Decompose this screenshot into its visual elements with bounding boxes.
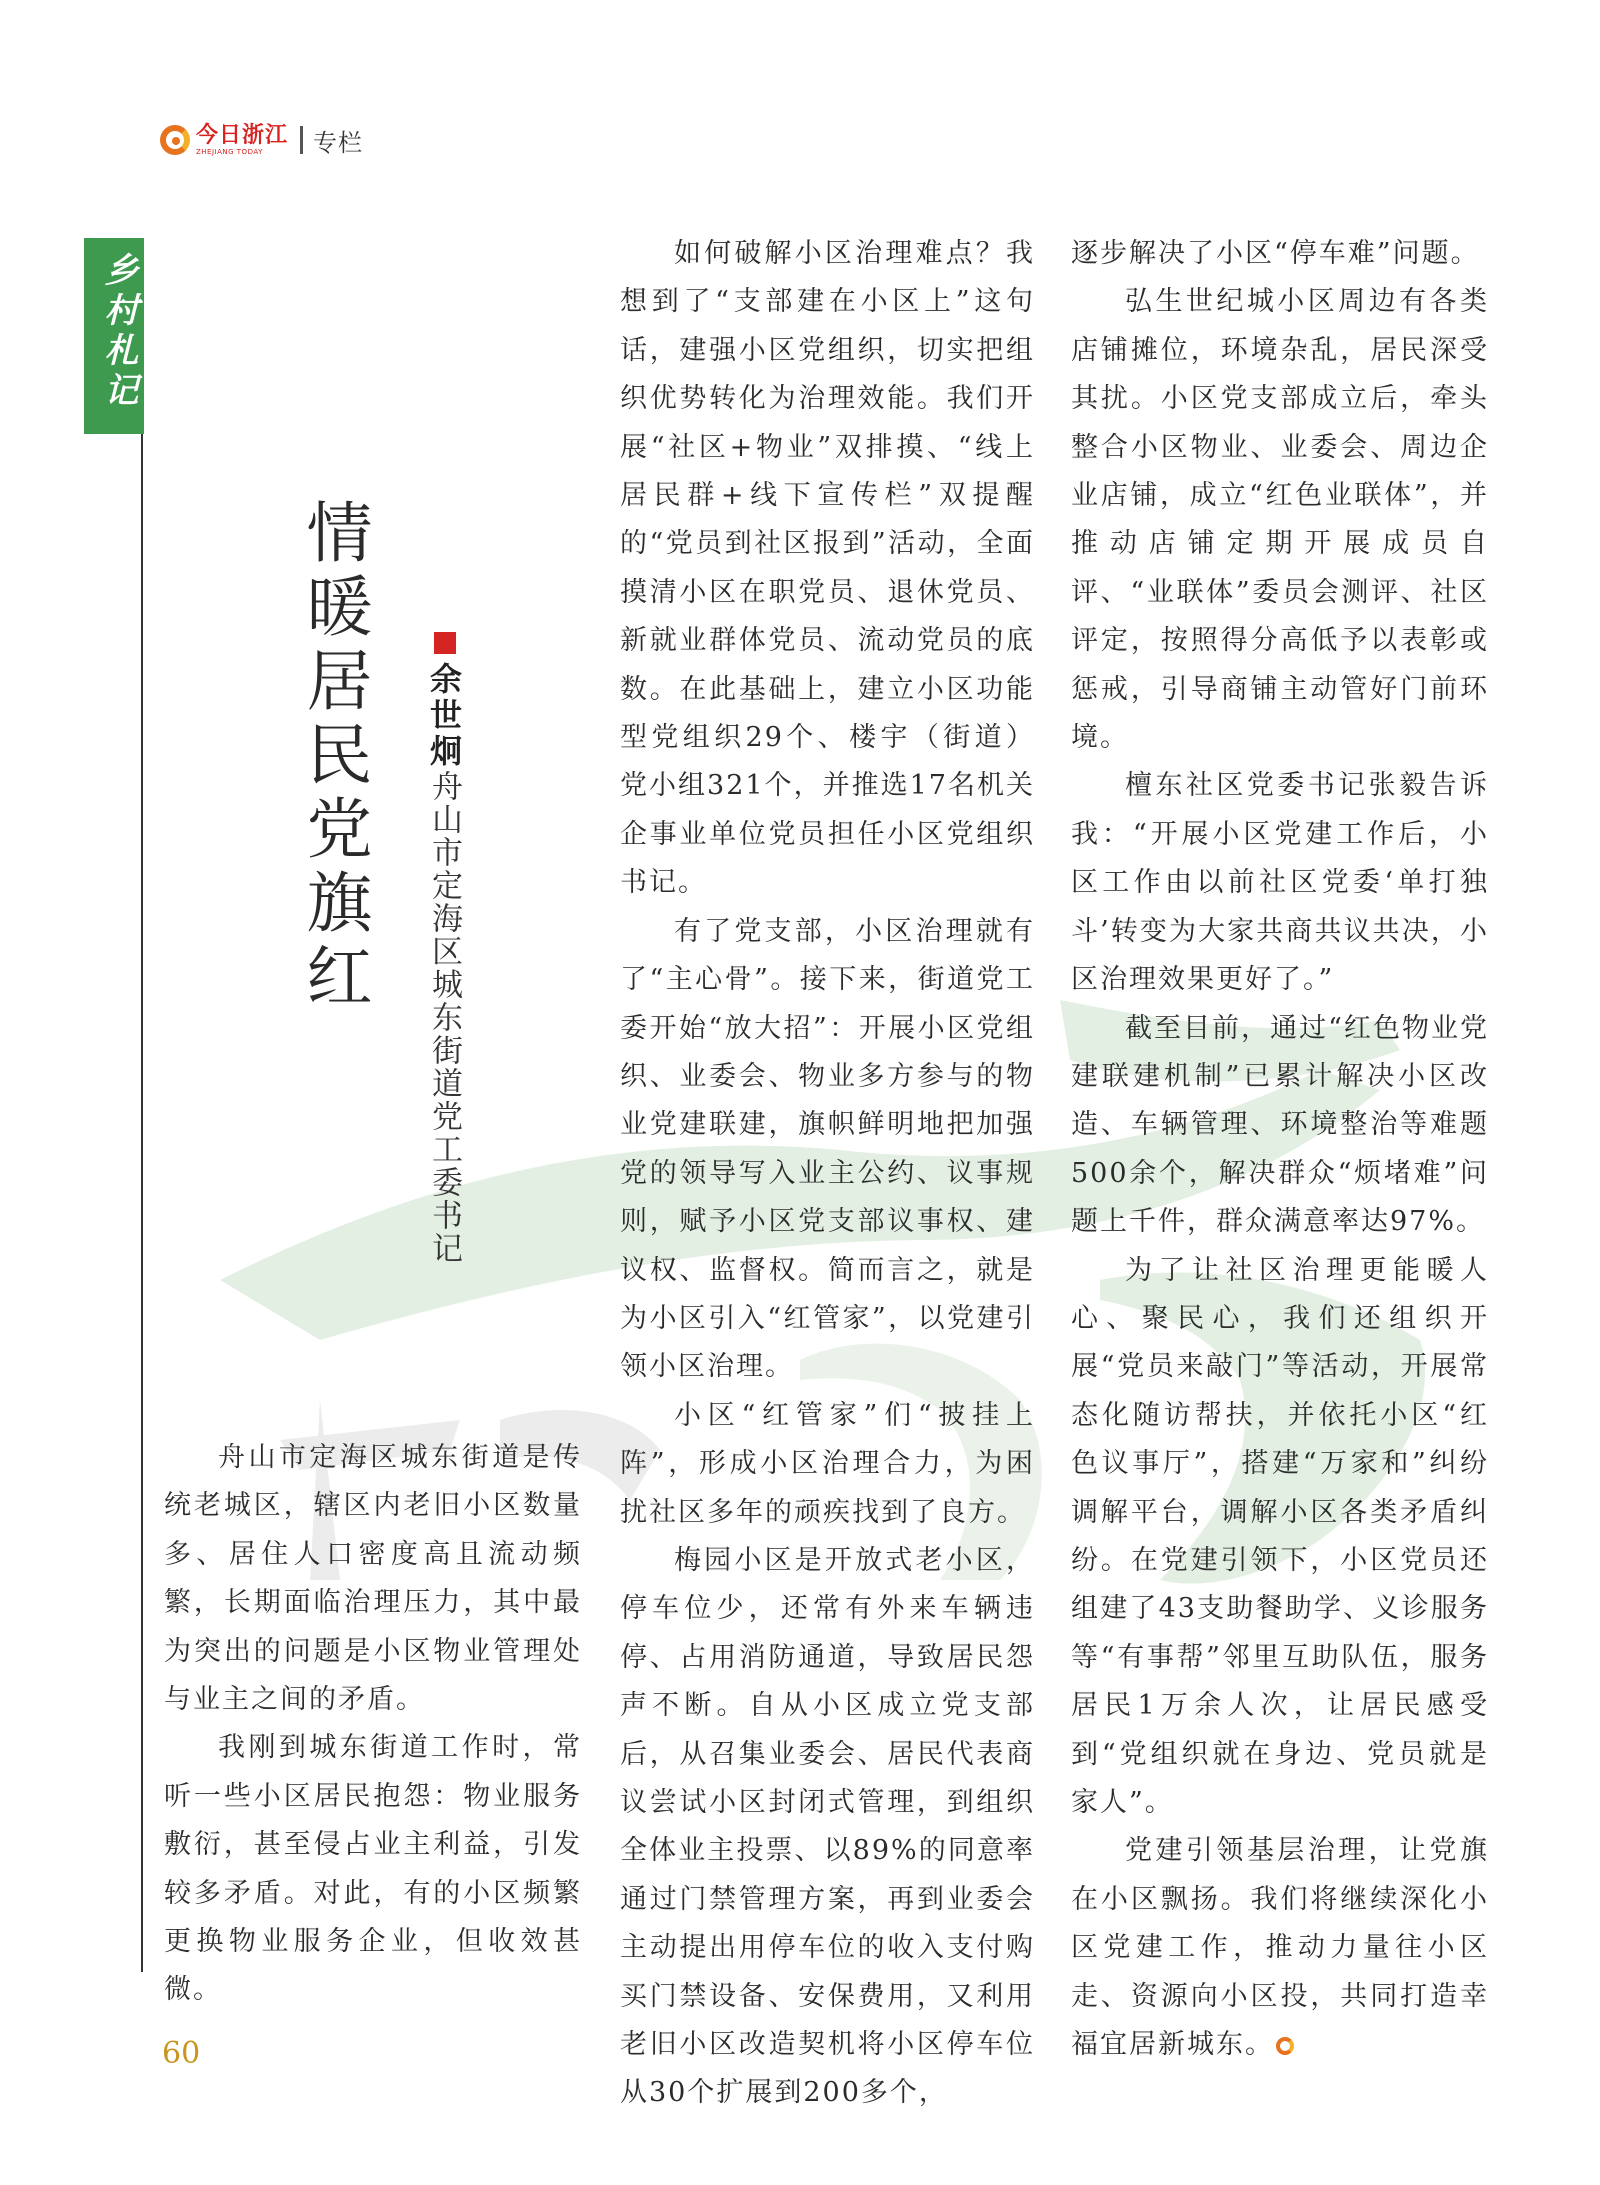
logo-english-text: ZHEJIANG TODAY	[196, 147, 263, 156]
logo-chinese-text: 今日浙江	[196, 122, 289, 148]
magazine-header	[160, 118, 363, 162]
paragraph: 逐步解决了小区“停车难”问题。	[1071, 238, 1480, 269]
text-column-right	[1071, 230, 1489, 2069]
left-vertical-rule	[141, 430, 143, 1972]
paragraph: 弘生世纪城小区周边有各类店铺摊位，环境杂乱，居民深受其扰。小区党支部成立后，牵头整合小区物业、业委会、周边企业店铺，成立“红色业联体”，并推动店铺定期开展成员自评、“业联体”委员会测评、社区评定，按照得分高低予以表彰或惩戒，引导商铺主动管好门前环境。	[1071, 286, 1489, 754]
author-name: 余世炯	[425, 662, 463, 770]
paragraph: 我刚到城东街道工作时，常听一些小区居民抱怨：物业服务敷衍，甚至侵占业主利益，引发较多矛盾。对此，有的小区频繁更换物业服务企业，但收效甚微。	[164, 1732, 582, 2006]
paragraph-text: 党建引领基层治理，让党旗在小区飘扬。我们将继续深化小区党建工作，推动力量往小区走、资源向小区投，共同打造幸福宜居新城东。	[1071, 1835, 1489, 2061]
section-tab-label: 乡村札记	[98, 252, 138, 412]
paragraph: 为了让社区治理更能暖人心、聚民心，我们还组织开展“党员来敲门”等活动，开展常态化随访帮扶，并依托小区“红色议事厅”，搭建“万家和”纠纷调解平台，调解小区各类矛盾纠纷。在党建引领下，小区党员还组建了43支助餐助学、义诊服务等“有事帮”邻里互助队伍，服务居民1万余人次，让居民感受到“党组织就在身边、党员就是家人”。	[1071, 1254, 1489, 1818]
header-divider	[300, 126, 303, 154]
page-number: 60	[162, 2036, 201, 2071]
end-mark-icon	[1276, 2037, 1294, 2055]
logo	[196, 122, 289, 156]
section-tab	[84, 238, 144, 434]
paragraph-last	[1071, 1827, 1489, 2069]
paragraph: 舟山市定海区城东街道是传统老城区，辖区内老旧小区数量多、居住人口密度高且流动频繁，长期面临治理压力，其中最为突出的问题是小区物业管理处与业主之间的矛盾。	[164, 1442, 582, 1716]
paragraph: 截至目前，通过“红色物业党建联建机制”已累计解决小区改造、车辆管理、环境整治等难题500余个，解决群众“烦堵难”问题上千件，群众满意率达97%。	[1071, 1012, 1489, 1238]
article-title: 情暖居民党旗红	[295, 498, 372, 1016]
paragraph: 小区“红管家”们“披挂上阵”，形成小区治理合力，为困扰社区多年的顽疾找到了良方。	[620, 1399, 1035, 1528]
paragraph: 有了党支部，小区治理就有了“主心骨”。接下来，街道党工委开始“放大招”：开展小区党组织、业委会、物业多方参与的物业党建联建，旗帜鲜明地把加强党的领导写入业主公约、议事规则，赋予小区党支部议事权、建议权、监督权。简而言之，就是为小区引入“红管家”，以党建引领小区治理。	[620, 915, 1035, 1383]
text-column-left	[164, 1434, 582, 2015]
text-column-middle	[620, 230, 1035, 2118]
author-marker	[434, 632, 456, 654]
paragraph: 檀东社区党委书记张毅告诉我：“开展小区党建工作后，小区工作由以前社区党委‘单打独斗’转变为大家共商共议共决，小区治理效果更好了。”	[1071, 770, 1489, 996]
logo-icon	[160, 125, 190, 155]
paragraph: 梅园小区是开放式老小区，停车位少，还常有外来车辆违停、占用消防通道，导致居民怨声不断。自从小区成立党支部后，从召集业委会、居民代表商议尝试小区封闭式管理，到组织全体业主投票、以89%的同意率通过门禁管理方案，再到业委会主动提出用停车位的收入支付购买门禁设备、安保费用，又利用老旧小区改造契机将小区停车位从30个扩展到200多个，	[620, 1544, 1035, 2109]
column-label: 专栏	[313, 128, 364, 157]
author-role: 舟山市定海区城东街道党工委书记	[426, 770, 462, 1265]
paragraph: 如何破解小区治理难点？我想到了“支部建在小区上”这句话，建强小区党组织，切实把组织优势转化为治理效能。我们开展“社区+物业”双排摸、“线上居民群+线下宣传栏”双提醒的“党员到社区报到”活动，全面摸清小区在职党员、退休党员、新就业群体党员、流动党员的底数。在此基础上，建立小区功能型党组织29个、楼宇（街道）党小组321个，并推选17名机关企事业单位党员担任小区党组织书记。	[620, 238, 1035, 899]
